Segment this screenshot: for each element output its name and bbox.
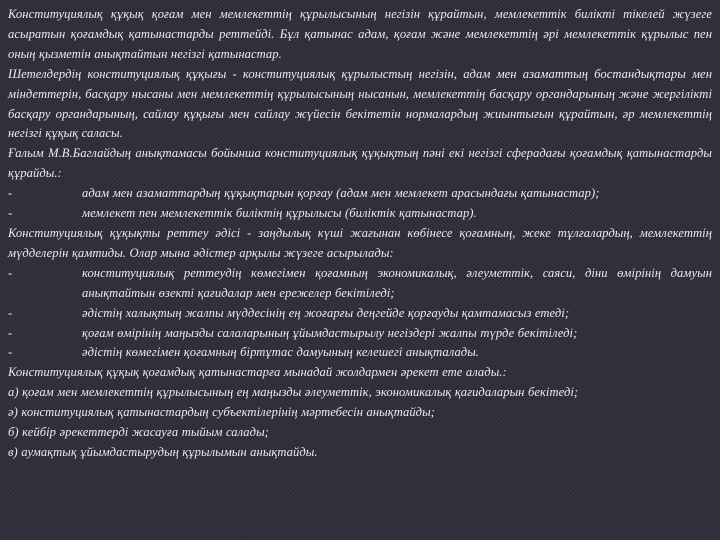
- paragraph-way-ae: ә) конституциялық қатынастардың субъектілерінің мәртебесін анықтайды;: [8, 405, 435, 420]
- paragraph-foreign-law: Шетелдердің конституциялық құқығы - конституциялық құрылыстың негізін, адам мен азаматтың бостандықтары мен міндеттерін, басқару нысаны мен мемлекеттің құрылысының нысанын, мемлекеттің басқару органдарының және жергілікті басқару органдарының, сайлау құқығы мен сайлау жүйесін бекітетін нормалардың жиынтығын құрайтын, әр мемлекеттің негізгі құқық саласы.: [8, 66, 712, 141]
- list-item: [8, 343, 712, 363]
- list-item: [8, 304, 712, 324]
- list-item: [8, 204, 712, 224]
- list-item: [8, 264, 712, 304]
- paragraph-ways: Конституциялық құқық қоғамдық қатынастарға мынадай жолдармен әрекет ете алады.:: [8, 365, 507, 380]
- paragraph-method: Конституциялық құқықты реттеу әдісі - заңдылық күші жағынан көбінесе қоғамның, жеке тұлғалардың, мемлекеттің мүдделерін қамтиды. Олар мына әдістер арқылы жүзеге асырылады:: [8, 225, 712, 260]
- bullet-dash: -: [8, 325, 13, 340]
- list-item: [8, 184, 712, 204]
- paragraph-definition: Конституциялық құқық қоғам мен мемлекеттің құрылысының негізін құрайтын, мемлекеттік билікті тікелей жүзеге асыратын қоғамдық қатынастарды реттейді. Бұл қатынас адам, қоғам және мемлекеттің әрі мемлекеттік құрылыс пен оның қызметін анықтайтын негізгі қатынастар.: [8, 7, 712, 61]
- list-item: [8, 324, 712, 344]
- paragraph-baglai: Ғалым М.В.Баглайдың анықтамасы бойынша конституциялық құқықтың пәні екі негізгі сферадағы қоғамдық қатынастарды құрайды.:: [8, 146, 712, 181]
- bullet-dash: -: [8, 305, 13, 320]
- bullet-dash: -: [8, 186, 13, 201]
- list-item-text: мемлекет пен мемлекеттік биліктің құрылысы (биліктік қатынастар).: [82, 206, 477, 221]
- list-item-text: әдістің халықтың жалпы мүддесінің ең жоғарғы деңгейде қорғауды қамтамасыз етеді;: [82, 305, 570, 320]
- paragraph-way-b: б) кейбір әрекеттерді жасауға тыйым салады;: [8, 425, 269, 440]
- slide-text-body: [8, 5, 712, 463]
- list-item-text: конституциялық реттеудің көмегімен қоғамның экономикалық, әлеуметтік, саяси, діни өмірінің дамуын анықтайтын өзекті қағидалар мен ережелер бекітіледі;: [82, 265, 712, 300]
- paragraph-way-v: в) аумақтық ұйымдастырудың құрылымын анықтайды.: [8, 444, 318, 459]
- bullet-dash: -: [8, 345, 13, 360]
- list-item-text: қоғам өмірінің маңызды салаларының ұйымдастырылу негіздері жалпы түрде бекітіледі;: [82, 325, 578, 340]
- bullet-dash: -: [8, 265, 13, 280]
- bullet-dash: -: [8, 206, 13, 221]
- paragraph-way-a: а) қоғам мен мемлекеттің құрылысының ең маңызды әлеуметтік, экономикалық қағидаларын бекітеді;: [8, 385, 579, 400]
- list-item-text: адам мен азаматтардың құқықтарын қорғау (адам мен мемлекет арасындағы қатынастар);: [82, 186, 600, 201]
- list-item-text: әдістің көмегімен қоғамның біртұтас дамуының келешегі анықталады.: [82, 345, 479, 360]
